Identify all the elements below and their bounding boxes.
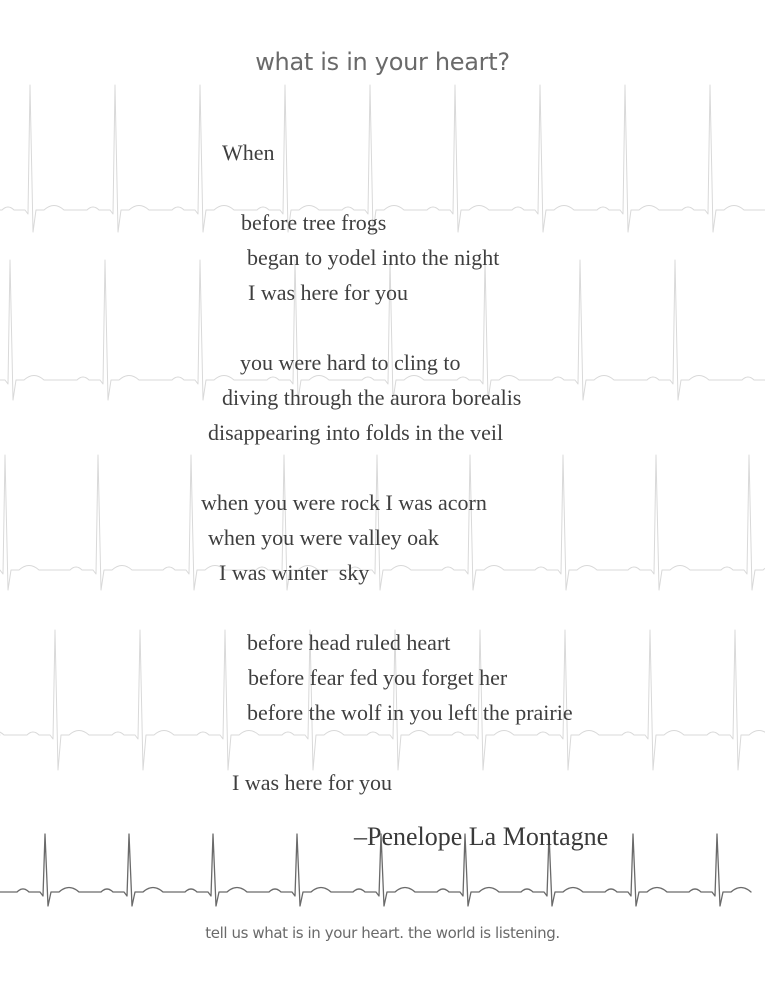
poem-line: When bbox=[222, 140, 275, 165]
poem-line: before tree frogs bbox=[241, 210, 387, 235]
poem-line: I was here for you bbox=[232, 770, 393, 795]
poem-line: when you were rock I was acorn bbox=[201, 490, 487, 515]
poem-line: diving through the aurora borealis bbox=[222, 385, 522, 410]
poem-line: when you were valley oak bbox=[208, 525, 439, 550]
poem-line: before fear fed you forget her bbox=[248, 665, 508, 690]
footer-tagline: tell us what is in your heart. the world is listening. bbox=[205, 924, 560, 942]
poem-line: disappearing into folds in the veil bbox=[208, 420, 504, 445]
poem-line: before the wolf in you left the prairie bbox=[247, 700, 573, 725]
ecg-path bbox=[0, 455, 765, 590]
poem-line: I was winter sky bbox=[219, 560, 370, 585]
poem-line: began to yodel into the night bbox=[247, 245, 500, 270]
poem-author: –Penelope La Montagne bbox=[354, 822, 609, 851]
page-title: what is in your heart? bbox=[255, 48, 510, 76]
poem-line: before head ruled heart bbox=[247, 630, 451, 655]
poem-line: I was here for you bbox=[248, 280, 409, 305]
poem-line: you were hard to cling to bbox=[240, 350, 461, 375]
